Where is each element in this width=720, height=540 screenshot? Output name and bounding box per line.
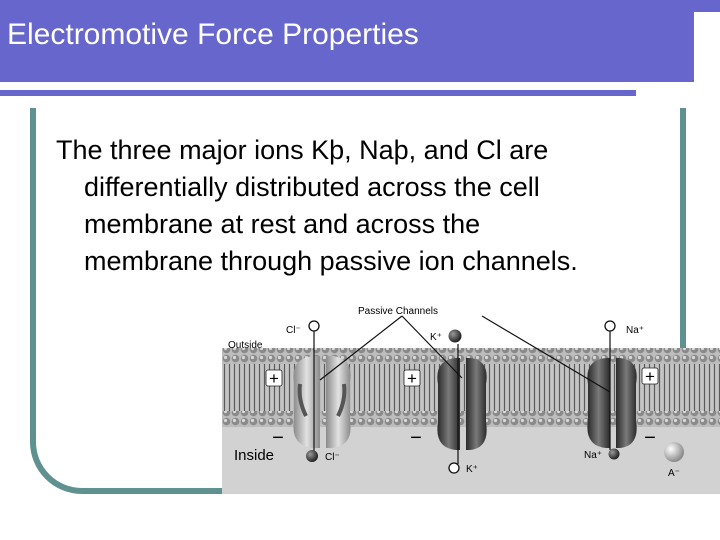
slide-title: Electromotive Force Properties	[7, 18, 419, 51]
body-line-4: membrane through passive ion channels.	[84, 246, 578, 276]
plus-sign-1: +	[269, 369, 279, 388]
na-in-label: Na⁺	[584, 450, 603, 461]
na-out-label: Na⁺	[626, 325, 645, 336]
cl-ion-icon	[306, 450, 318, 462]
plus-sign-3: +	[645, 367, 655, 386]
cl-out-circle-icon	[309, 321, 319, 331]
k-out-label: K⁺	[430, 332, 442, 343]
minus-sign-1: −	[272, 427, 284, 449]
body-line-1: The three major ions Kþ, Naþ, and Cl are	[56, 135, 549, 165]
na-ion-icon	[609, 449, 620, 460]
na-out-circle-icon	[605, 321, 615, 331]
outside-label: Outside	[228, 340, 263, 351]
minus-sign-2: −	[410, 427, 422, 449]
minus-sign-3: −	[644, 427, 656, 449]
body-line-3: membrane at rest and across the	[84, 209, 481, 239]
inside-label: Inside	[234, 447, 275, 464]
title-bar-accent	[694, 0, 720, 12]
anion-icon	[664, 442, 684, 462]
anion-label: A⁻	[668, 468, 680, 479]
body-line-2: differentially distributed across the cell	[84, 172, 540, 202]
cl-in-label: Cl⁻	[325, 452, 340, 463]
passive-channels-label: Passive Channels	[357, 306, 439, 317]
k-ion-icon	[449, 330, 462, 343]
membrane-diagram	[222, 300, 720, 494]
cl-out-label: Cl⁻	[286, 325, 301, 336]
plus-sign-2: +	[407, 369, 417, 388]
k-in-label: K⁺	[466, 464, 478, 475]
title-underline	[0, 90, 636, 96]
body-text	[56, 132, 676, 280]
membrane-figure	[222, 300, 720, 494]
k-in-circle-icon	[449, 463, 459, 473]
